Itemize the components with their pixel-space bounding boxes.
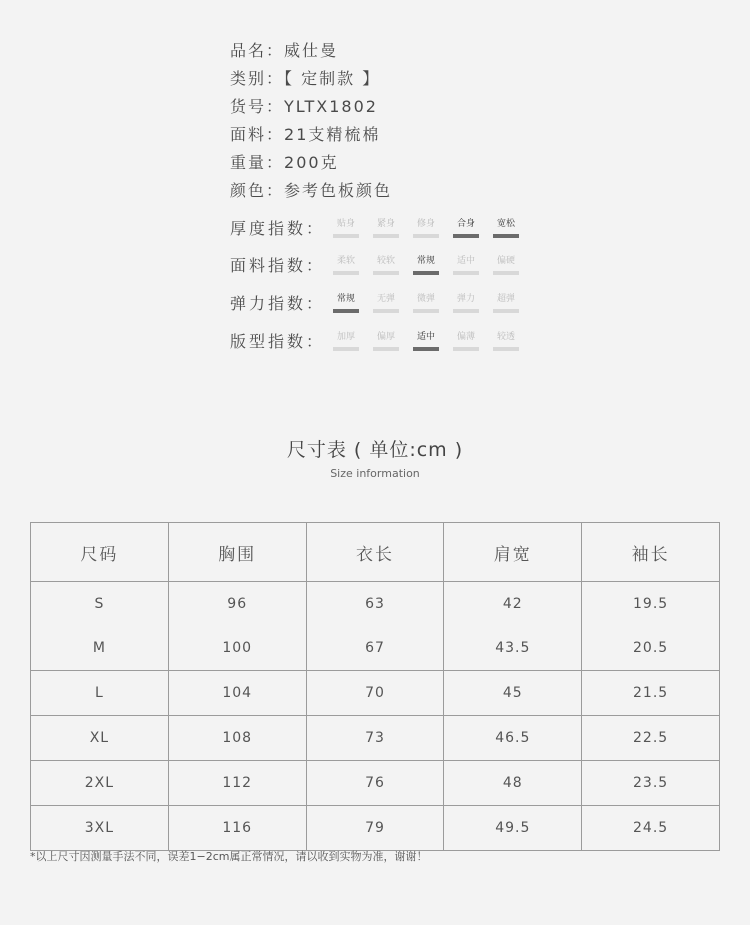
table-row <box>31 761 720 806</box>
cell: 104 <box>168 671 306 716</box>
index-option: 较透 <box>493 329 519 351</box>
header-shoulder: 肩宽 <box>444 523 582 582</box>
index-label: 面料指数： <box>230 256 326 275</box>
index-option: 适中 <box>453 253 479 275</box>
cell: 76 <box>306 761 444 806</box>
cell: 96 <box>168 582 306 627</box>
cell: 42 <box>444 582 582 627</box>
spec-category: 类别：【 定制款 】 <box>230 69 381 88</box>
index-option: 宽松 <box>493 216 519 238</box>
cell: 20.5 <box>582 626 720 671</box>
spec-weight: 重量：200克 <box>230 153 339 172</box>
table-row <box>31 626 720 671</box>
cell: 46.5 <box>444 716 582 761</box>
index-option: 偏薄 <box>453 329 479 351</box>
index-option: 常规 <box>333 291 359 313</box>
cell: 116 <box>168 806 306 851</box>
header-size: 尺码 <box>31 523 169 582</box>
index-option: 合身 <box>453 216 479 238</box>
table-row <box>31 582 720 627</box>
cell: L <box>31 671 169 716</box>
index-label: 弹力指数： <box>230 294 326 313</box>
index-option: 偏厚 <box>373 329 399 351</box>
spec-item-no: 货号：YLTX1802 <box>230 97 378 116</box>
cell: 45 <box>444 671 582 716</box>
cell: 22.5 <box>582 716 720 761</box>
index-option: 偏硬 <box>493 253 519 275</box>
table-row <box>31 716 720 761</box>
size-table-subtitle: Size information <box>330 467 420 480</box>
cell: 73 <box>306 716 444 761</box>
index-label: 厚度指数： <box>230 219 326 238</box>
cell: 2XL <box>31 761 169 806</box>
index-option: 常规 <box>413 253 439 275</box>
header-sleeve: 袖长 <box>582 523 720 582</box>
cell: 23.5 <box>582 761 720 806</box>
cell: 79 <box>306 806 444 851</box>
cell: 70 <box>306 671 444 716</box>
size-table-title: 尺寸表 ( 单位:cm ) <box>286 439 464 461</box>
index-option: 超弹 <box>493 291 519 313</box>
cell: 100 <box>168 626 306 671</box>
cell: 49.5 <box>444 806 582 851</box>
cell: 63 <box>306 582 444 627</box>
footnote: *以上尺寸因测量手法不同，误差1−2cm属正常情况，请以收到实物为准，谢谢！ <box>30 850 428 863</box>
index-option: 微弹 <box>413 291 439 313</box>
spec-name: 品名：威仕曼 <box>230 41 339 60</box>
index-option: 适中 <box>413 329 439 351</box>
table-row <box>31 806 720 851</box>
cell: 43.5 <box>444 626 582 671</box>
index-option: 弹力 <box>453 291 479 313</box>
cell: 24.5 <box>582 806 720 851</box>
index-option: 无弹 <box>373 291 399 313</box>
cell: 48 <box>444 761 582 806</box>
cell: 67 <box>306 626 444 671</box>
size-table-header-row <box>31 523 720 582</box>
cell: 19.5 <box>582 582 720 627</box>
table-row <box>31 671 720 716</box>
index-label: 版型指数： <box>230 332 326 351</box>
cell: M <box>31 626 169 671</box>
spec-color: 颜色：参考色板颜色 <box>230 181 393 200</box>
index-option: 修身 <box>413 216 439 238</box>
index-option: 紧身 <box>373 216 399 238</box>
size-table <box>30 522 720 851</box>
cell: XL <box>31 716 169 761</box>
cell: 21.5 <box>582 671 720 716</box>
cell: 112 <box>168 761 306 806</box>
header-chest: 胸围 <box>168 523 306 582</box>
index-option: 贴身 <box>333 216 359 238</box>
index-option: 柔软 <box>333 253 359 275</box>
cell: 3XL <box>31 806 169 851</box>
header-length: 衣长 <box>306 523 444 582</box>
cell: 108 <box>168 716 306 761</box>
index-option: 较软 <box>373 253 399 275</box>
cell: S <box>31 582 169 627</box>
spec-fabric: 面料：21支精梳棉 <box>230 125 381 144</box>
index-option: 加厚 <box>333 329 359 351</box>
